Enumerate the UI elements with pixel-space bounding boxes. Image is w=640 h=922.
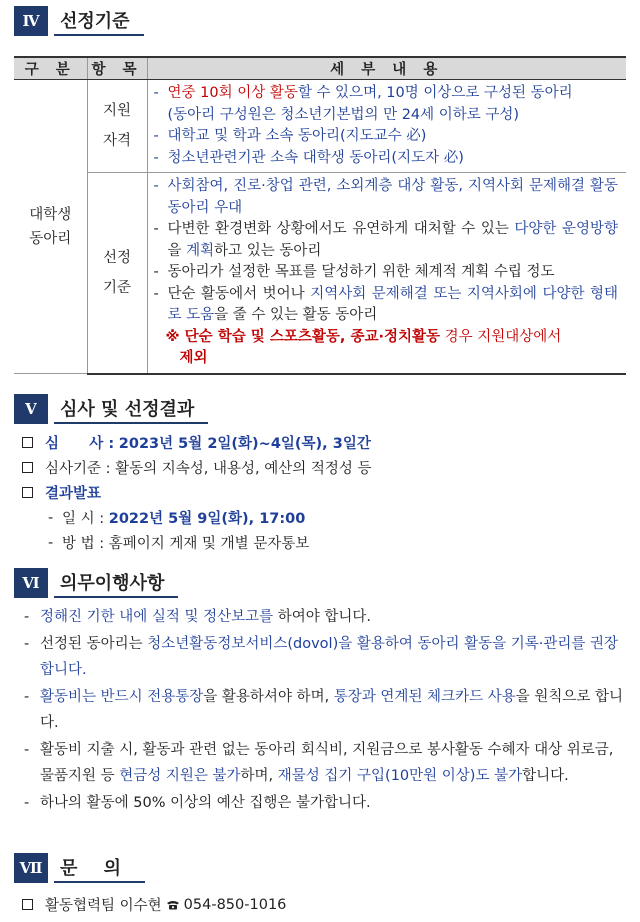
section-5-header — [14, 394, 208, 424]
detail-text: (동아리 구성원은 청소년기본법의 만 24세 이하로 구성) — [167, 106, 520, 123]
review-list: 심 사 : 2023년 5월 2일(화)~4일(목), 3일간 심사기준 : 활동의 지속성, 내용성, 예산의 적정성 등 결과발표 - 일 시 : 2022년 5월 9일(화), 17:00 - 방 법 : 홈페이지 게재 및 개별 문자통보 — [22, 430, 622, 555]
detail-text: 을 줄 수 있는 활동 동아리 — [214, 307, 378, 323]
detail-text: 할 수 있으며, 10명 이상으로 구성된 동아리 — [297, 85, 573, 101]
date-label: 일 시 : — [62, 511, 105, 527]
detail-text: 청소년관련기관 소속 대학생 동아리(지도자 必) — [167, 149, 464, 166]
method-text: 방 법 : 홈페이지 게재 및 개별 문자통보 — [62, 536, 310, 552]
section-title: 문 의 — [54, 853, 145, 883]
detail-text: 하고 있는 동아리 — [214, 242, 322, 259]
duty-text: 활동비는 반드시 전용통장 — [40, 688, 204, 705]
duty-text: 하나의 활동에 50% 이상의 예산 집행은 불가합니다. — [40, 794, 371, 811]
selection-criteria-table — [14, 56, 626, 375]
checkbox-bullet — [22, 462, 33, 473]
duty-text: 정해진 기한 내에 실적 및 정산보고를 — [40, 609, 274, 625]
detail-text: 을 — [167, 242, 187, 259]
duty-text: 합니다. — [522, 768, 569, 784]
detail-text: 지역사회 문제해결 또는 지역사회에 다양한 형태로 도움 — [167, 285, 619, 323]
duty-text: 통장과 연계된 체크카드 사용 — [333, 688, 516, 705]
duty-text: 선정된 동아리는 — [40, 635, 148, 652]
detail-text: 계획 — [186, 242, 215, 259]
section-title: 의무이행사항 — [54, 568, 178, 598]
detail-eligibility: - 연중 10회 이상 활동할 수 있으며, 10명 이상으로 구성된 동아리 (동아리 구성원은 청소년기본법의 만 24세 이하로 구성) - 대학교 및 학과 소속 동아리(지도교수 必) - 청소년관련기관 소속 대학생 동아리(지도자 必) — [147, 80, 626, 173]
checkbox-bullet — [22, 487, 33, 498]
note-mark: ※ — [165, 328, 180, 345]
review-label: 심 사 : — [45, 436, 115, 452]
duty-text: 하며, — [240, 768, 278, 784]
result-label: 결과발표 — [45, 486, 102, 502]
header-detail: 세 부 내 용 — [147, 57, 626, 80]
contact-list — [22, 892, 622, 917]
section-6-header — [14, 568, 178, 598]
category-cell: 대학생 동아리 — [14, 80, 87, 374]
detail-text: 다양한 운영방향 — [514, 221, 618, 237]
item-criteria: 선정 기준 — [87, 173, 147, 374]
section-4-header — [14, 6, 144, 36]
contact-phone: 054-850-1016 — [183, 896, 287, 913]
detail-text: 동아리가 설정한 목표를 달성하기 위한 체계적 계획 수립 정도 — [167, 264, 555, 280]
note-bold: 단순 학습 및 스포츠활동, 종교·정치활동 — [184, 328, 440, 345]
duty-text: 을 활용하셔야 하며, — [203, 688, 334, 705]
duty-text: 현금성 지원은 불가 — [119, 768, 241, 784]
date-value: 2022년 5월 9일(화), 17:00 — [108, 511, 306, 527]
telephone-icon — [166, 900, 180, 910]
section-title: 심사 및 선정결과 — [54, 394, 208, 424]
duty-text: 재물성 집기 구입(10만원 이상)도 불가 — [277, 768, 523, 784]
checkbox-bullet — [22, 899, 33, 910]
checkbox-bullet — [22, 437, 33, 448]
header-category: 구 분 — [14, 57, 87, 80]
exclusion-note — [154, 327, 619, 370]
review-value: 2023년 5월 2일(화)~4일(목), 3일간 — [118, 436, 371, 452]
section-number: Ⅳ — [14, 6, 48, 36]
note-text: 경우 지원대상에서 — [440, 328, 562, 345]
section-number: Ⅵ — [14, 568, 48, 598]
criteria-text: 심사기준 : 활동의 지속성, 내용성, 예산의 적정성 등 — [45, 461, 372, 477]
detail-text: 다변한 환경변화 상황에서도 유연하게 대처할 수 있는 — [167, 221, 515, 237]
section-title: 선정기준 — [54, 6, 144, 36]
detail-criteria: - 사회참여, 진로·창업 관련, 소외계층 대상 활동, 지역사회 문제해결 활동 동아리 우대 - 다변한 환경변화 상황에서도 유연하게 대처할 수 있는 다양한 운영방향을 계획하고 있는 동아리 - 동아리가 설정한 목표를 달성하기 위한 체계적 계획 수립 정도 - 단순 활동에서 벗어나 지역사회 문제해결 또는 지역사회에 다양한 형태로 도움을 줄 수 있는 활동 동아리 ※ 단순 학습 및 스포츠활동, 종교·정치활동 경우 지원대상에서 제외 — [147, 173, 626, 374]
header-item: 항 목 — [87, 57, 147, 80]
duties-list: - 정해진 기한 내에 실적 및 정산보고를 하여야 합니다. - 선정된 동아리는 청소년활동정보서비스(dovol)을 활용하여 동아리 활동을 기록·관리를 권장합니다. - 활동비는 반드시 전용통장을 활용하셔야 하며, 통장과 연계된 체크카드 사용을 원칙으로 합니다. - 활동비 지출 시, 활동과 관련 없는 동아리 회식비, 지원금으로 봉사활동 수혜자 대상 위로금, 물품지원 등 현금성 지원은 불가하며, 재물성 집기 구입(10만원 이상)도 불가합니다. - 하나의 활동에 50% 이상의 예산 집행은 불가합니다. — [24, 604, 630, 816]
section-number: Ⅶ — [14, 853, 48, 883]
detail-text: 대학교 및 학과 소속 동아리(지도교수 必) — [167, 128, 427, 144]
duty-text: 하여야 합니다. — [273, 609, 372, 625]
section-7-header — [14, 853, 145, 883]
section-number: Ⅴ — [14, 394, 48, 424]
item-eligibility: 지원 자격 — [87, 80, 147, 173]
duty-text: 활동비 지출 시, 활동과 관련 없는 동아리 회식비, 지원금으로 봉사활동 수혜자 대상 위로금, 물품지원 등 — [40, 741, 614, 784]
duty-text: 을 원칙으로 합니다. — [40, 688, 623, 731]
contact-name: 활동협력팀 이수현 — [45, 898, 162, 914]
duty-text: 청소년활동정보서비스(dovol)을 활용하여 동아리 활동을 기록·관리를 권장합니다. — [40, 635, 618, 678]
detail-text: 단순 활동에서 벗어나 — [167, 285, 311, 302]
detail-text: 사회참여, 진로·창업 관련, 소외계층 대상 활동, 지역사회 문제해결 활동 동아리 우대 — [167, 178, 618, 216]
highlight-text: 연중 10회 이상 활동 — [167, 85, 298, 101]
note-end: 제외 — [179, 350, 208, 366]
